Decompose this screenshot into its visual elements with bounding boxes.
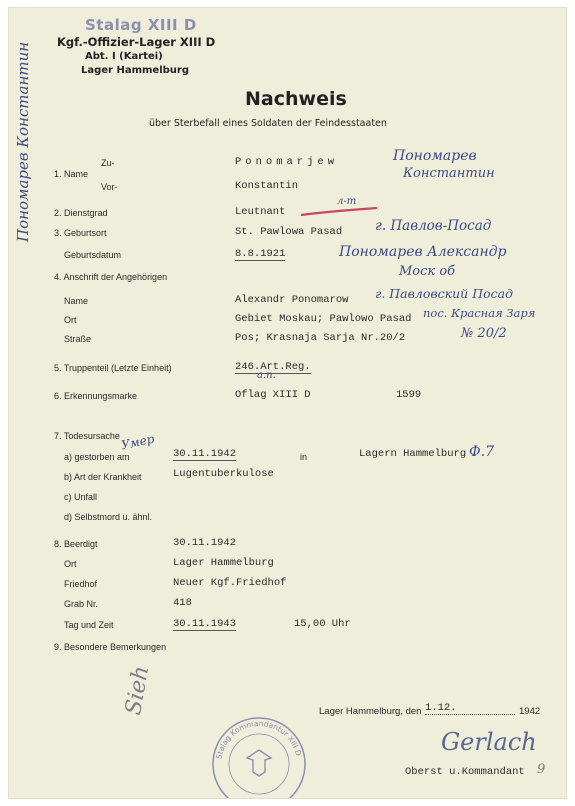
value-death-place: Lagern Hammelburg [359, 448, 467, 460]
commander-signature: Gerlach [441, 728, 537, 756]
camp-stamp-top: Stalag XIII D [85, 16, 197, 34]
value-relative-ort: Gebiet Moskau; Pawlowo Pasad [235, 313, 412, 325]
hand-street: пос. Красная Заря [423, 306, 536, 320]
page-mark: 9 [537, 762, 546, 777]
camp-location-line: Lager Hammelburg [81, 65, 190, 76]
label-address: 4. Anschrift der Angehörigen [54, 272, 168, 282]
label-relative-name: Name [64, 296, 89, 306]
label-suicide: d) Selbstmord u. ähnl. [64, 512, 153, 522]
label-accident: c) Unfall [64, 492, 98, 502]
camp-name-line: Kgf.-Offizier-Lager XIII D [57, 35, 216, 49]
value-relative-name: Alexandr Ponomarow [235, 294, 349, 306]
value-cemetery: Neuer Kgf.Friedhof [173, 577, 287, 589]
hand-umer: Умер [119, 431, 156, 453]
label-day-time: Tag und Zeit [64, 620, 114, 630]
value-id-tag-number: 1599 [396, 389, 422, 401]
value-relative-street: Pos; Krasnaja Sarja Nr.20/2 [235, 332, 406, 344]
hand-birthplace: г. Павлов-Посад [375, 218, 492, 234]
label-birthplace: 3. Geburtsort [54, 228, 107, 238]
camp-department-line: Abt. I (Kartei) [85, 51, 163, 62]
footer-place: Lager Hammelburg, den [319, 706, 422, 717]
label-unit: 5. Truppenteil (Letzte Einheit) [54, 363, 172, 373]
hand-relative-name: Пономарев Александр [339, 244, 507, 260]
value-burial-date: 30.11.1943 [173, 618, 237, 630]
value-death-date: 30.11.1942 [173, 448, 237, 460]
hand-side-mark: Ф.7 [469, 444, 494, 460]
label-rank: 2. Dienstgrad [54, 208, 108, 218]
hand-oblast: Моск об [399, 264, 456, 279]
value-burial-place: Lager Hammelburg [173, 557, 274, 569]
footer-year: 1942 [519, 706, 541, 717]
official-seal [209, 714, 309, 798]
margin-handwritten-name: Пономарев Константин [14, 41, 32, 242]
commander-title: Oberst u.Kommandant [405, 766, 525, 778]
hand-surname: Пономарев [393, 148, 477, 164]
label-burial-place: Ort [64, 559, 77, 569]
label-firstname-prefix: Vor- [101, 182, 118, 192]
seal-text: Stalag Kommandantur XIII D [214, 718, 304, 760]
document-page [9, 8, 566, 798]
value-burial-time: 15,00 Uhr [294, 618, 351, 630]
value-firstname: Konstantin [235, 180, 299, 192]
value-buried-date: 30.11.1942 [173, 537, 237, 549]
label-buried: 8. Beerdigt [54, 539, 98, 549]
hand-unit: а.п. [257, 370, 276, 381]
hand-firstname: Константин [403, 166, 495, 181]
value-unit: 246.Art.Reg. [235, 361, 311, 373]
label-in: in [300, 452, 308, 462]
label-remarks: 9. Besondere Bemerkungen [54, 642, 167, 652]
document-title: Nachweis [245, 88, 347, 110]
value-rank: Leutnant [235, 206, 286, 218]
label-birthdate: Geburtsdatum [64, 250, 122, 260]
hand-house-number: № 20/2 [461, 326, 507, 341]
label-relative-street: Straße [64, 334, 92, 344]
label-disease: b) Art der Krankheit [64, 472, 142, 482]
label-died-on: a) gestorben am [64, 452, 130, 462]
value-birthplace: St. Pawlowa Pasad [235, 226, 343, 238]
label-id-tag: 6. Erkennungsmarke [54, 391, 138, 401]
label-relative-ort: Ort [64, 315, 77, 325]
label-cause-of-death: 7. Todesursache [54, 431, 120, 441]
value-id-tag-camp: Oflag XIII D [235, 389, 311, 401]
footer-date: 1.12. [425, 702, 515, 715]
value-grave-number: 418 [173, 597, 192, 609]
label-surname-prefix: Zu- [101, 158, 115, 168]
pencil-signature: Sieh [121, 664, 155, 717]
label-name: 1. Name [54, 169, 89, 179]
label-grave-number: Grab Nr. [64, 599, 99, 609]
value-birthdate: 8.8.1921 [235, 248, 286, 260]
hand-rank: л-т [337, 196, 357, 207]
hand-town: г. Павловский Посад [375, 286, 513, 301]
document-subtitle: über Sterbefall eines Soldaten der Feindesstaaten [149, 118, 387, 129]
label-cemetery: Friedhof [64, 579, 98, 589]
eagle-emblem-icon [247, 750, 271, 776]
value-surname: Ponomarjew [235, 156, 339, 168]
value-disease: Lugentuberkulose [173, 468, 274, 480]
